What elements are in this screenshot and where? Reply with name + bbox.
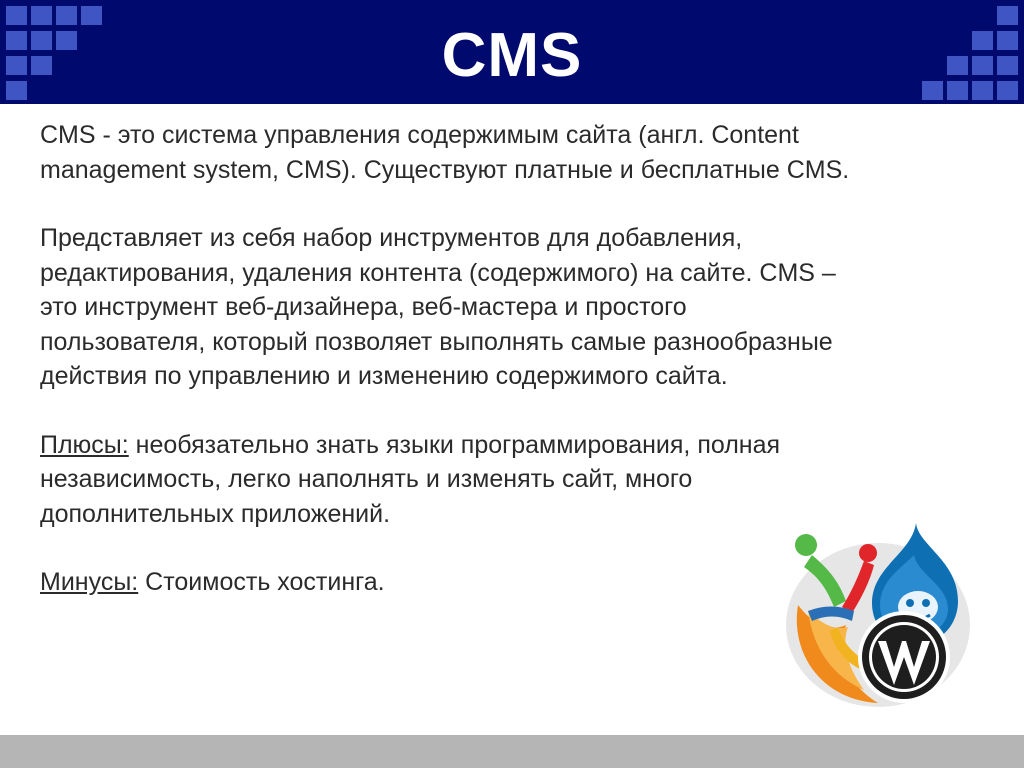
cms-logos-graphic xyxy=(768,515,978,715)
text-line: независимость, легко наполнять и изменять сайт, много xyxy=(40,465,693,493)
text-line: пользователя, который позволяет выполнять самые разнообразные xyxy=(40,327,833,356)
text-line: дополнительных приложений. xyxy=(40,499,391,528)
slide-title: CMS xyxy=(441,21,583,90)
text-line: CMS - это система управления содержимым сайта (англ. Content xyxy=(40,121,799,149)
text-line: Представляет из себя набор инструментов для добавления, xyxy=(40,224,743,252)
text-line: management system, CMS). Существуют платные и бесплатные CMS. xyxy=(40,155,850,184)
cms-logos-image xyxy=(768,515,978,715)
pros-label: Плюсы: xyxy=(40,430,129,459)
text-line: редактирования, удаления контента (содержимого) на сайте. CMS – xyxy=(40,258,836,287)
text-line xyxy=(40,428,980,463)
text-line: это инструмент веб-дизайнера, веб-мастера и простого xyxy=(40,293,687,321)
pros-text: необязательно знать языки программирования, полная xyxy=(128,430,781,459)
description-paragraph xyxy=(40,221,980,394)
wordpress-logo-icon xyxy=(858,611,950,703)
text-line: действия по управлению и изменению содержимого сайта. xyxy=(40,362,728,390)
footer-bar xyxy=(0,735,1024,768)
definition-paragraph xyxy=(40,118,980,187)
header-bar xyxy=(0,0,1024,104)
cons-label: Минусы: xyxy=(40,568,139,596)
cons-text: Стоимость хостинга. xyxy=(138,568,385,596)
